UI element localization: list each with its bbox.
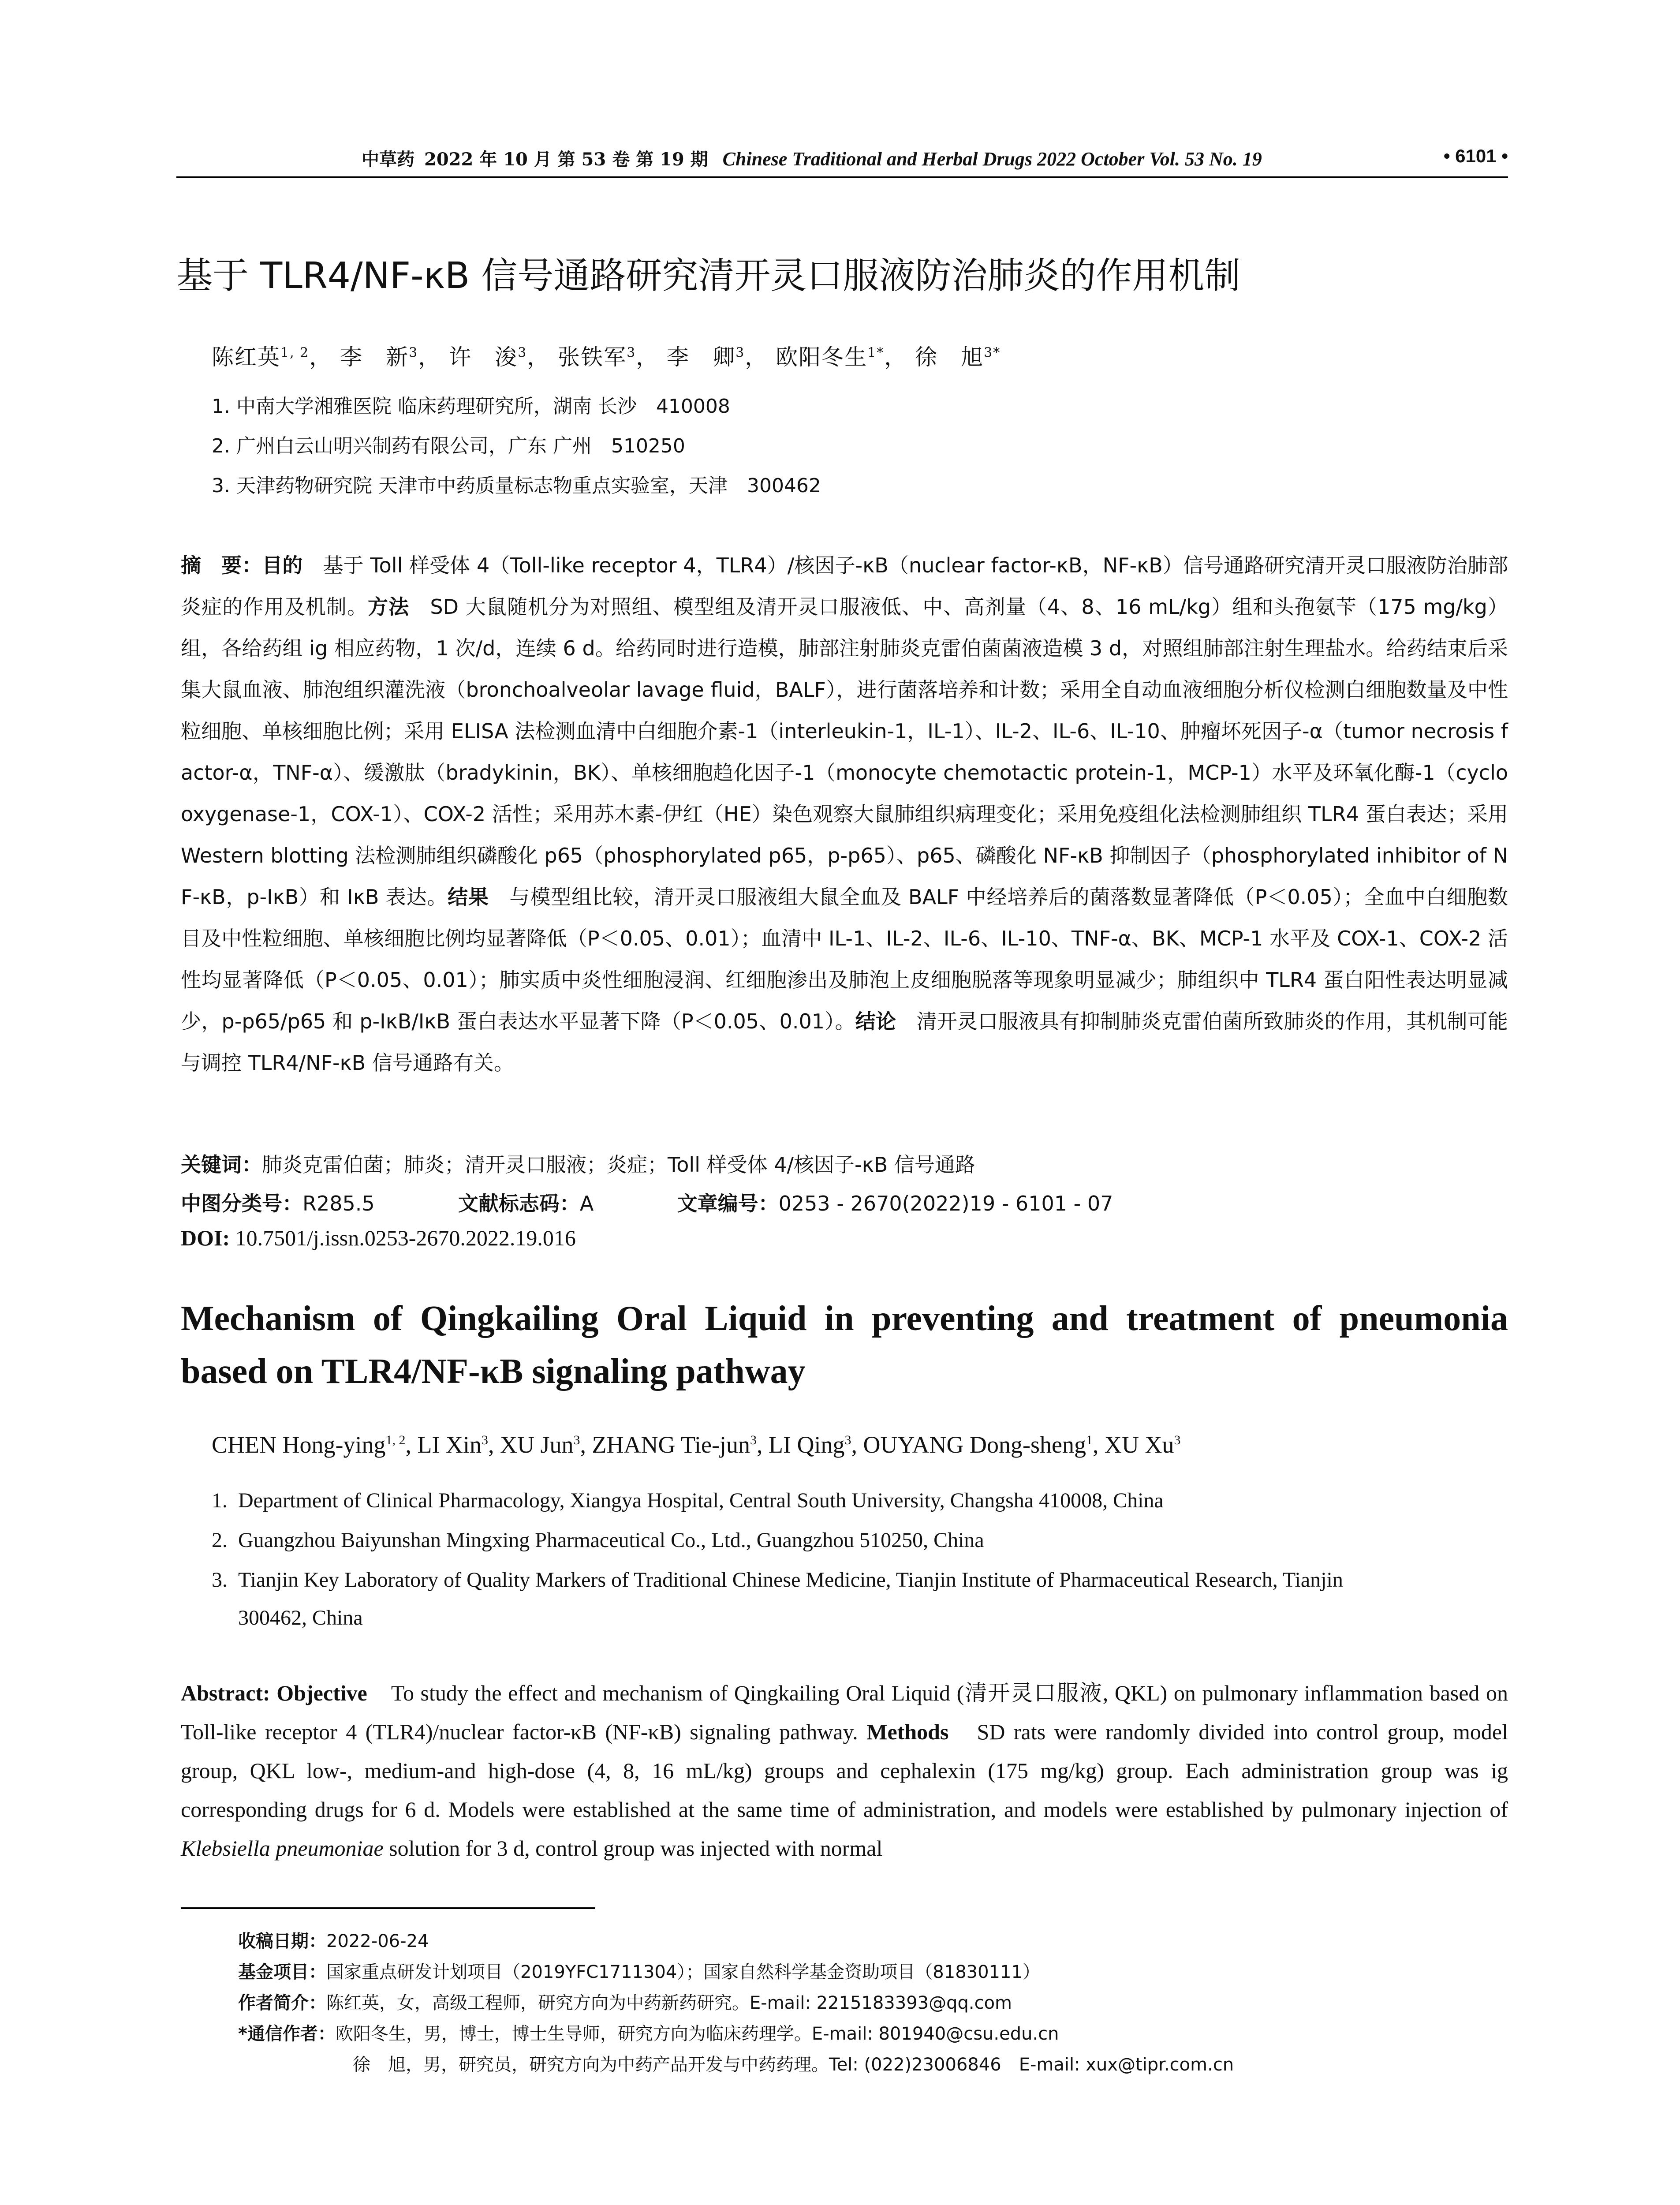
author-cn: 欧阳冬生$^{1*}$， (776, 344, 907, 370)
affiliation-cn: 1. 中南大学湘雅医院 临床药理研究所，湖南 长沙 410008 (212, 395, 730, 418)
author-en: XU Jun$^3$, (500, 1431, 592, 1458)
running-head (176, 146, 1508, 178)
results-text: 与模型组比较，清开灵口服液组大鼠全血及 BALF 中经培养后的菌落数显著降低（P＜0.05）；全血中白细胞数目及中性粒细胞、单核细胞比例均显著降低（P＜0.05、0.01）；血清中 IL-1、IL-2、IL-6、IL-10、TNF-α、BK、MCP-1 水平及 COX-1、COX-2 活性均显著降低（P＜0.05、0.01）；肺实质中炎性细胞浸润、红细胞渗出及肺泡上皮细胞脱落等现象明显减少；肺组织中 TLR4 蛋白阳性表达明显减少，p-p65/p65 和 p-IκB/IκB 蛋白表达水平显著下降（P＜0.05、0.01）。 (181, 885, 1508, 1033)
abstract-en-label: Abstract: Objective (181, 1681, 367, 1705)
methods-en-label: Methods (866, 1719, 949, 1744)
methods-label: 方法 (368, 595, 410, 619)
affiliation-en: 3. Tianjin Key Laboratory of Quality Markers of Traditional Chinese Medicine, Tianjin Institute of Pharmaceutical Research, Tianjin 300462, China (212, 1568, 1343, 1629)
title-cn: 基于 TLR4/NF-κB 信号通路研究清开灵口服液防治肺炎的作用机制 (176, 255, 1241, 297)
author-en: LI Xin$^3$, (417, 1431, 500, 1458)
author-cn: 李 新$^3$， (340, 344, 441, 370)
author-cn: 许 浚$^3$， (449, 344, 550, 370)
abstract-label: 摘 要： (181, 553, 262, 577)
methods-text: SD 大鼠随机分为对照组、模型组及清开灵口服液低、中、高剂量（4、8、16 mL/kg）组和头孢氨苄（175 mg/kg）组，各给药组 ig 相应药物，1 次/d，连续 6 d。给药同时进行造模，肺部注射肺炎克雷伯菌菌液造模 3 d，对照组肺部注射生理盐水。给药结束后采集大鼠血液、肺泡组织灌洗液（bronchoalveolar lavage fluid，BALF），进行菌落培养和计数；采用全自动血液细胞分析仪检测白细胞数量及中性粒细胞、单核细胞比例；采用 ELISA 法检测血清中白细胞介素-1（interleukin-1，IL-1）、IL-2、IL-6、IL-10、肿瘤坏死因子-α（tumor necrosis factor-α，TNF-α）、缓激肽（bradykinin，BK）、单核细胞趋化因子-1（monocyte chemotactic protein-1，MCP-1）水平及环氧化酶-1（cyclooxygenase-1，COX-1）、COX-2 活性；采用苏木素-伊红（HE）染色观察大鼠肺组织病理变化；采用免疫组化法检测肺组织 TLR4 蛋白表达；采用 Western blotting 法检测肺组织磷酸化 p65（phosphorylated p65，p-p65）、p65、磷酸化 NF-κB 抑制因子（phosphorylated inhibitor of NF-κB，p-IκB）和 IκB 表达。 (181, 595, 1508, 909)
author-en: OUYANG Dong-sheng$^1$, (863, 1431, 1105, 1458)
journal-name-en: Chinese Traditional and Herbal Drugs 2022 October Vol. 53 No. 19 (722, 148, 1262, 170)
footnote-received: 收稿日期：2022-06-24 (238, 1931, 429, 1951)
results-label: 结果 (448, 885, 489, 909)
journal-name-cn: 中草药 (362, 149, 414, 170)
author-en: XU Xu$^3$ (1104, 1431, 1181, 1458)
authors-en (212, 1431, 1180, 1458)
footnote-rule (181, 1907, 595, 1909)
conclusion-text: 清开灵口服液具有抑制肺炎克雷伯菌所致肺炎的作用，其机制可能与调控 TLR4/NF-κB 信号通路有关。 (181, 1009, 1508, 1075)
footnote-corresponding-2: 徐 旭，男，研究员，研究方向为中药产品开发与中药药理。Tel: (022)23006846 E-mail: xux@tipr.com.cn (353, 2055, 1234, 2075)
footnote-corresponding: *通信作者：欧阳冬生，男，博士，博士生导师，研究方向为临床药理学。E-mail: 801940@csu.edu.cn (238, 2024, 1059, 2044)
authors-cn (212, 340, 1001, 371)
abstract-cn (181, 545, 1508, 1084)
author-cn: 陈红英$^{1, 2}$， (212, 344, 332, 370)
journal-info (362, 146, 1262, 171)
keywords-cn: 关键词：肺炎克雷伯菌；肺炎；清开灵口服液；炎症；Toll 样受体 4/核因子-κB 信号通路 (181, 1153, 975, 1177)
page-number: • 6101 • (1443, 146, 1508, 166)
affiliation-cn: 3. 天津药物研究院 天津市中药质量标志物重点实验室，天津 300462 (212, 475, 821, 497)
footnote-author: 作者简介：陈红英，女，高级工程师，研究方向为中药新药研究。E-mail: 2215183393@qq.com (238, 1993, 1012, 2013)
affiliation-en: 2. Guangzhou Baiyunshan Mingxing Pharmaceutical Co., Ltd., Guangzhou 510250, China (212, 1529, 984, 1552)
conclusion-label: 结论 (855, 1009, 896, 1033)
objective-en: To study the effect and mechanism of Qingkailing Oral Liquid (清开灵口服液, QKL) on pulmonary inflammation based on Toll-like receptor 4 (TLR4)/nuclear factor-κB (NF-κB) signaling pathway. (181, 1681, 1508, 1744)
abstract-en (181, 1674, 1508, 1868)
objective-text: 基于 Toll 样受体 4（Toll-like receptor 4，TLR4）/核因子-κB（nuclear factor-κB，NF-κB）信号通路研究清开灵口服液防治肺部炎症的作用及机制。 (181, 553, 1508, 619)
species-name: Klebsiella pneumoniae (181, 1836, 384, 1861)
author-cn: 张铁军$^3$， (558, 344, 659, 370)
author-en: CHEN Hong-ying$^{1, 2}$, (212, 1431, 418, 1458)
issue-cn: 2022 年 10 月 第 53 卷 第 19 期 (424, 149, 708, 170)
classification-line: 中图分类号：R285.5 文献标志码：A 文章编号：0253 - 2670(2022)19 - 6101 - 07 (181, 1192, 1113, 1215)
affiliation-cn: 2. 广州白云山明兴制药有限公司，广东 广州 510250 (212, 435, 685, 457)
title-en: Mechanism of Qingkailing Oral Liquid in preventing and treatment of pneumonia based on TLR4/NF-κB signaling pathway (181, 1299, 1508, 1391)
author-cn: 徐 旭$^{3*}$ (915, 344, 1001, 370)
author-en: ZHANG Tie-jun$^3$, (592, 1431, 769, 1458)
methods-en-b: solution for 3 d, control group was injected with normal (383, 1836, 883, 1861)
methods-en-a: SD rats were randomly divided into control group, model group, QKL low-, medium-and high-dose (4, 8, 16 mL/kg) groups and cephalexin (175 mg/kg) group. Each administration group was ig corresponding drugs for 6 d. Models were established at the same time of administration, and models were established by pulmonary injection of (181, 1719, 1508, 1822)
affiliation-en: 1. Department of Clinical Pharmacology, Xiangya Hospital, Central South University, Changsha 410008, China (212, 1489, 1164, 1512)
author-cn: 李 卿$^3$， (667, 344, 768, 370)
doi-line: DOI: 10.7501/j.issn.0253-2670.2022.19.016 (181, 1226, 576, 1250)
objective-label: 目的 (262, 553, 303, 577)
author-en: LI Qing$^3$, (769, 1431, 863, 1458)
footnote-fund: 基金项目：国家重点研发计划项目（2019YFC1711304）；国家自然科学基金资助项目（81830111） (238, 1962, 1040, 1982)
